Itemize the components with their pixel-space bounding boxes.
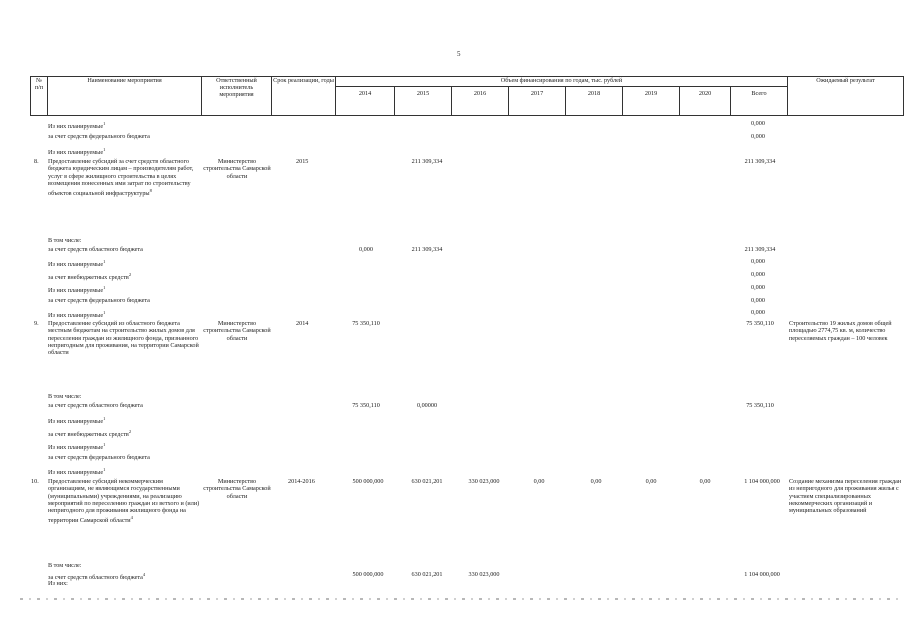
value-2020: 0,00 (699, 478, 711, 485)
item-term: 2014-2016 (288, 478, 315, 485)
value-total: 211 309,334 (744, 158, 776, 165)
row-label: Из них: (48, 580, 68, 587)
row-label: за счет средств областного бюджета (48, 402, 143, 409)
header-subline (335, 86, 787, 87)
row-label: Из них планируемые$^1$ (48, 467, 106, 476)
table-header (30, 76, 904, 116)
item-executor: Министерство строительства Самарской области (203, 320, 271, 342)
value-2015: 0,00000 (416, 402, 438, 409)
value-2018: 0,00 (590, 478, 602, 485)
row-label: Из них планируемые$^1$ (48, 121, 106, 130)
value-total: 0,000 (751, 258, 765, 265)
value-2016: 330 023,000 (468, 571, 500, 578)
row-label: за счет средств федерального бюджета (48, 297, 150, 304)
value-2015: 630 021,201 (411, 571, 443, 578)
header-year: 2015 (416, 90, 430, 97)
item-executor: Министерство строительства Самарской области (203, 158, 271, 180)
value-2015: 211 309,334 (411, 158, 443, 165)
value-2014: 500 000,000 (352, 478, 384, 485)
value-2019: 0,00 (645, 478, 657, 485)
value-total: 0,000 (751, 297, 765, 304)
item-executor: Министерство строительства Самарской области (203, 478, 271, 500)
header-vline (903, 76, 904, 116)
header-term: Срок реализации, годы (273, 77, 334, 84)
row-label: за счет средств федерального бюджета (48, 133, 150, 140)
value-total: 0,000 (751, 133, 765, 140)
header-year: 2020 (698, 90, 712, 97)
value-2016: 330 023,000 (468, 478, 500, 485)
value-2014: 75 350,110 (352, 320, 380, 327)
row-label: за счет средств федерального бюджета (48, 454, 150, 461)
row-label: Из них планируемые$^1$ (48, 310, 106, 319)
item-number: 10. (31, 478, 39, 485)
row-label: Из них планируемые$^1$ (48, 442, 106, 451)
value-total: 1 104 000,000 (744, 571, 780, 578)
row-label: Из них планируемые$^1$ (48, 285, 106, 294)
subheading: В том числе: (48, 393, 82, 400)
item-name: Предоставление субсидий из областного бюджета местным бюджетам на строительство жилых домов для переселения граждан из жилищного фонда, признанного непригодным для проживания, на территории Самарской области (48, 320, 199, 357)
header-name: Наименование мероприятия (87, 77, 162, 84)
item-result: Строительство 19 жилых домов общей площадью 2774,75 кв. м, количество переселяемых граждан – 100 человек (789, 320, 892, 342)
value-2015: 630 021,201 (411, 478, 443, 485)
header-num: № п/п (34, 77, 44, 92)
page-number: 5 (457, 50, 461, 58)
value-total: 0,000 (751, 120, 765, 127)
row-label: Из них планируемые$^1$ (48, 147, 106, 156)
item-name: Предоставление субсидий некоммерческим организациям, не являющимся государственными (муниципальными) учреждениями, на реализацию мероприятий по переселению граждан из ветхого и (или) непригодного для проживания жилищного фонда на территории Самарской области$^4$ (48, 478, 200, 525)
row-label: Из них планируемые$^1$ (48, 259, 106, 268)
scan-artifact-line (20, 598, 900, 600)
header-year: 2014 (358, 90, 372, 97)
value-2014: 500 000,000 (352, 571, 384, 578)
value-2014: 75 350,110 (352, 402, 380, 409)
header-year: 2017 (530, 90, 544, 97)
value-total: 0,000 (751, 309, 765, 316)
header-border-bottom (30, 115, 904, 116)
header-total: Всего (751, 90, 767, 97)
item-number: 9. (34, 320, 39, 327)
item-term: 2014 (296, 320, 309, 327)
header-executor: Ответственный исполнитель мероприятия (216, 77, 257, 99)
value-total: 0,000 (751, 284, 765, 291)
item-result: Создание механизма переселения граждан из непригодного для проживания жилья с участием специализированных некоммерческих организаций и муниципальных образований (789, 478, 902, 515)
header-year: 2019 (644, 90, 658, 97)
header-year: 2016 (473, 90, 487, 97)
value-total: 75 350,110 (746, 402, 774, 409)
row-label: за счет средств областного бюджета (48, 246, 143, 253)
row-label: за счет внебюджетных средств$^2$ (48, 272, 132, 281)
row-label: за счет внебюджетных средств$^2$ (48, 429, 132, 438)
subheading: В том числе: (48, 237, 82, 244)
value-total: 1 104 000,000 (744, 478, 780, 485)
row-label: Из них планируемые$^1$ (48, 416, 106, 425)
header-result: Ожидаемый результат (816, 77, 875, 84)
header-year: 2018 (587, 90, 601, 97)
header-funding: Объем финансирования по годам, тыс. рублей (500, 77, 623, 84)
row-label: за счет средств областного бюджета$^4$ (48, 572, 146, 581)
value-total: 0,000 (751, 271, 765, 278)
item-name: Предоставление субсидий за счет средств областного бюджета юридическим лицам – производителям работ, услуг в сфере жилищного строительства в целях возмещения понесенных ими затрат по строительству объектов социальной инфраструктуры$^8$ (48, 158, 194, 198)
value-2015: 211 309,334 (411, 246, 443, 253)
value-total: 211 309,334 (744, 246, 776, 253)
subheading: В том числе: (48, 562, 82, 569)
value-2014: 0,000 (359, 246, 373, 253)
item-term: 2015 (296, 158, 309, 165)
item-number: 8. (34, 158, 39, 165)
value-total: 75 350,110 (746, 320, 774, 327)
value-2017: 0,00 (533, 478, 545, 485)
